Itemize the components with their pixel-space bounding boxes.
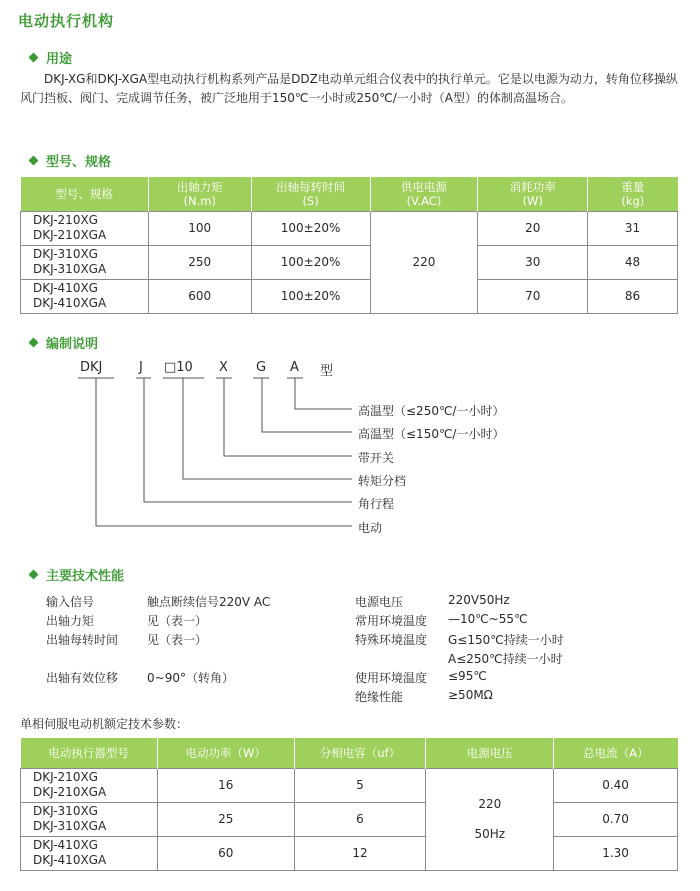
model-cell: DKJ-210XG DKJ-210XGA [21, 211, 149, 245]
diamond-bullet-icon [29, 570, 39, 580]
perf-value: 见（表一） [147, 633, 208, 647]
cap-cell: 6 [294, 802, 426, 836]
spec-header-model: 型号、规格 [21, 177, 149, 211]
motor-header-cap: 分相电容（uf） [294, 738, 426, 768]
motor-header-model: 电动执行器型号 [21, 738, 158, 768]
motor-header-voltage: 电源电压 [426, 738, 554, 768]
perf-key: 常用环境温度 [355, 614, 428, 628]
code-part-dkj: DKJ [80, 360, 103, 375]
spec-header-weight: 重量 (kg) [588, 177, 678, 211]
table-row [21, 836, 678, 870]
power-cell: 60 [157, 836, 294, 870]
spec-header-supply: 供电电源 (V.AC) [370, 177, 478, 211]
model-cell: DKJ-410XG DKJ-410XGA [21, 836, 158, 870]
usage-heading: 用途 [30, 48, 72, 67]
perf-value: 见（表一） [147, 614, 208, 628]
perf-key: 特殊环境温度 [355, 633, 428, 647]
table-row [21, 802, 678, 836]
perf-key: 输入信号 [46, 595, 95, 609]
power-cell: 70 [478, 279, 588, 313]
spec-heading: 型号、规格 [30, 151, 111, 170]
torque-cell: 100 [148, 211, 251, 245]
perf-value: 0~90°（转角） [147, 671, 234, 685]
weight-cell: 86 [588, 279, 678, 313]
time-cell: 100±20% [251, 211, 370, 245]
code-part-type: 型 [320, 364, 334, 379]
perf-key: 出轴力矩 [46, 614, 95, 628]
code-label-g: 高温型（≤150℃/一小时） [358, 427, 505, 441]
perf-key: 出轴有效位移 [46, 671, 119, 685]
spec-header-power: 消耗功率 (W) [478, 177, 588, 211]
code-label-x: 带开关 [358, 451, 395, 465]
cap-cell: 12 [294, 836, 426, 870]
table-row [21, 768, 678, 802]
code-part-torque: □10 [164, 360, 193, 375]
model-cell: DKJ-410XG DKJ-410XGA [21, 279, 149, 313]
motor-table [20, 738, 678, 871]
time-cell: 100±20% [251, 279, 370, 313]
code-part-x: X [219, 360, 228, 375]
power-cell: 20 [478, 211, 588, 245]
code-label-j: 角行程 [358, 497, 395, 511]
model-cell: DKJ-210XG DKJ-210XGA [21, 768, 158, 802]
weight-cell: 48 [588, 245, 678, 279]
perf-key: 电源电压 [355, 595, 404, 609]
torque-cell: 250 [148, 245, 251, 279]
perf-value: G≤150℃持续一小时 [448, 633, 564, 647]
model-cell: DKJ-310XG DKJ-310XGA [21, 245, 149, 279]
motor-caption: 单相伺服电动机额定技术参数： [20, 717, 189, 731]
perf-value: A≤250℃持续一小时 [448, 652, 563, 666]
spec-header-torque: 出轴力矩 (N.m) [148, 177, 251, 211]
cap-cell: 5 [294, 768, 426, 802]
voltage-cell: 220 50Hz [426, 768, 554, 870]
power-cell: 25 [157, 802, 294, 836]
perf-value: 220V50Hz [448, 593, 510, 607]
weight-cell: 31 [588, 211, 678, 245]
code-part-a: A [290, 360, 299, 375]
code-label-a: 高温型（≤250℃/一小时） [358, 404, 505, 418]
supply-cell: 220 [370, 211, 478, 313]
perf-value: ≤95℃ [448, 669, 487, 683]
perf-value: 触点断续信号220V AC [147, 595, 271, 609]
model-cell: DKJ-310XG DKJ-310XGA [21, 802, 158, 836]
power-cell: 16 [157, 768, 294, 802]
perf-key: 出轴每转时间 [46, 633, 119, 647]
coding-heading: 编制说明 [30, 333, 98, 352]
motor-header-row [21, 738, 678, 768]
code-label-dkj: 电动 [358, 521, 383, 535]
perf-key: 绝缘性能 [355, 690, 404, 704]
current-cell: 0.40 [554, 768, 678, 802]
time-cell: 100±20% [251, 245, 370, 279]
current-cell: 1.30 [554, 836, 678, 870]
power-cell: 30 [478, 245, 588, 279]
perf-value: —10℃~55℃ [448, 612, 528, 626]
perf-heading: 主要技术性能 [30, 565, 124, 584]
motor-header-power: 电动功率（W） [157, 738, 294, 768]
current-cell: 0.70 [554, 802, 678, 836]
code-part-g: G [256, 360, 267, 375]
motor-header-current: 总电流（A） [554, 738, 678, 768]
perf-key: 使用环境温度 [355, 671, 428, 685]
code-label-torque: 转矩分档 [358, 474, 407, 488]
perf-value: ≥50MΩ [448, 688, 493, 702]
code-part-j: J [139, 360, 143, 375]
page-title: 电动执行机构 [18, 12, 115, 30]
usage-text: DKJ-XG和DKJ-XGA型电动执行机构系列产品是DDZ电动单元组合仪表中的执行单元。它是以电源为动力，转角位移操纵风门挡板、阀门、完成调节任务，被广泛地用于150℃一小时或250℃/一小时（A型）的体制高温场合。 [20, 72, 678, 105]
torque-cell: 600 [148, 279, 251, 313]
spec-header-time: 出轴每转时间 (S) [251, 177, 370, 211]
